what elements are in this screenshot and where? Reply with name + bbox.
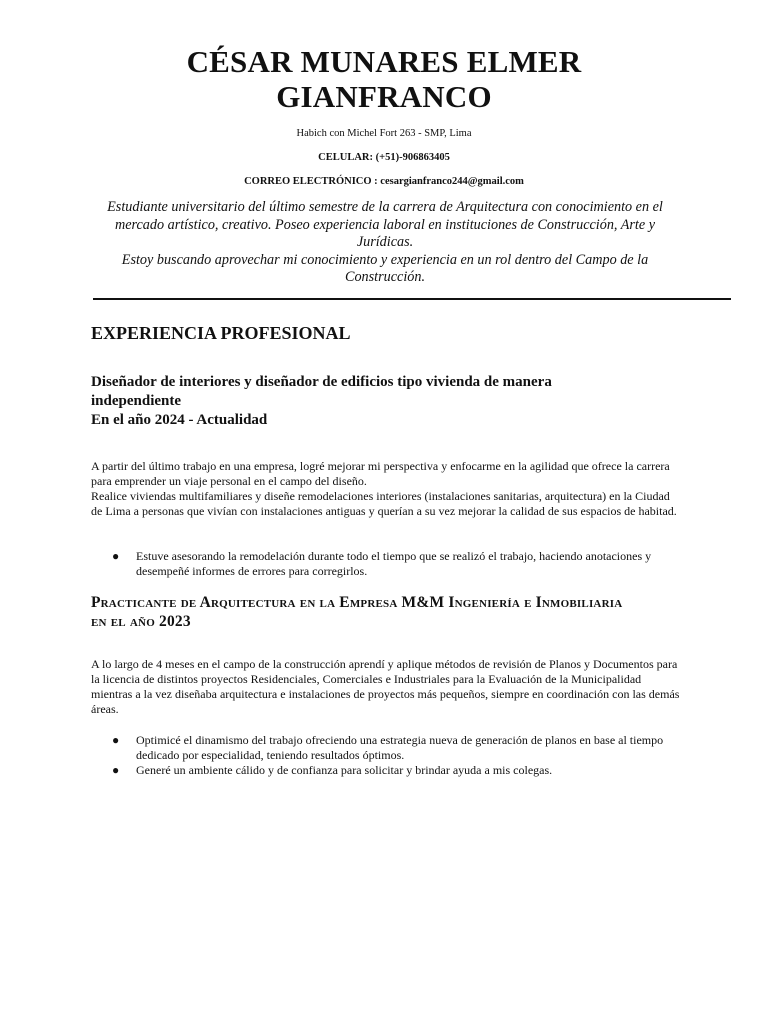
summary-paragraph-2: Estoy buscando aprovechar mi conocimiento y experiencia en un rol dentro del Campo de la Construcción. — [121, 251, 649, 286]
job-1-title-line-1: Diseñador de interiores y diseñador de edificios tipo vivienda de manera — [91, 374, 552, 390]
job-2-title-line-1: Practicante de Arquitectura en la Empresa M&M Ingeniería e Inmobiliaria — [91, 594, 623, 611]
job-1-title-line-2: independiente — [91, 393, 182, 409]
horizontal-divider — [93, 298, 731, 300]
bullet-text: Estuve asesorando la remodelación durante todo el tiempo que se realizó el trabajo, haciendo anotaciones y desempeñé informes de errores para corregirlos. — [136, 549, 652, 578]
job-1-period: En el año 2024 - Actualidad — [91, 412, 268, 428]
professional-summary — [92, 199, 678, 287]
name-line-1: CÉSAR MUNARES ELMER — [186, 44, 582, 79]
bullet-text: Optimicé el dinamismo del trabajo ofreciendo una estrategia nueva de generación de planos en base al tiempo dedicado por especialidad, teniendo resultados óptimos. — [136, 733, 664, 762]
job-1-description — [91, 459, 681, 519]
job-2-title-line-2: en el año 2023 — [91, 613, 191, 630]
list-item — [91, 549, 686, 579]
email-address: CORREO ELECTRÓNICO : cesargianfranco244@gmail.com — [244, 176, 524, 187]
job-2-bullet-list — [91, 733, 686, 778]
summary-paragraph-1: Estudiante universitario del último semestre de la carrera de Arquitectura con conocimiento en el mercado artístico, creativo. Poseo experiencia laboral en instituciones de Construcción, Arte y Jurídicas. — [107, 199, 663, 251]
job-1-bullet-list — [91, 549, 686, 579]
bullet-text: Generé un ambiente cálido y de confianza para solicitar y brindar ayuda a mis colegas. — [136, 762, 553, 777]
job-2-heading — [91, 593, 691, 631]
phone-number: CELULAR: (+51)-906863405 — [318, 152, 450, 163]
candidate-name — [0, 44, 768, 114]
job-1-description-2: Realice viviendas multifamiliares y diseñe remodelaciones interiores (instalaciones sanitarias, arquitectura) en la Ciudad de Lima a personas que vivían con instalaciones antiguas y querían a su vez mejorar la calidad de sus espacios de habitad. — [91, 488, 677, 518]
list-item — [91, 763, 686, 778]
job-2-description: A lo largo de 4 meses en el campo de la construcción aprendí y aplique métodos de revisión de Planos y Documentos para la licencia de distintos proyectos Residenciales, Comerciales e Industriales para la Evaluación de la Municipalidad mientras a la vez diseñaba arquitectura e instalaciones de proyectos más pequeños, siempre en coordinación con las demás áreas. — [91, 657, 680, 716]
name-line-2: GIANFRANCO — [276, 79, 492, 114]
list-item — [91, 733, 686, 763]
address: Habich con Michel Fort 263 - SMP, Lima — [296, 128, 472, 139]
bullet-icon: ● — [112, 549, 120, 563]
section-title-experience: EXPERIENCIA PROFESIONAL — [91, 323, 351, 343]
job-1-description-1: A partir del último trabajo en una empresa, logré mejorar mi perspectiva y enfocarme en la agilidad que ofrece la carrera para emprender un viaje personal en el campo del diseño. — [91, 459, 670, 488]
bullet-icon: ● — [112, 762, 120, 777]
bullet-icon: ● — [112, 733, 120, 747]
job-1-heading — [91, 373, 651, 430]
